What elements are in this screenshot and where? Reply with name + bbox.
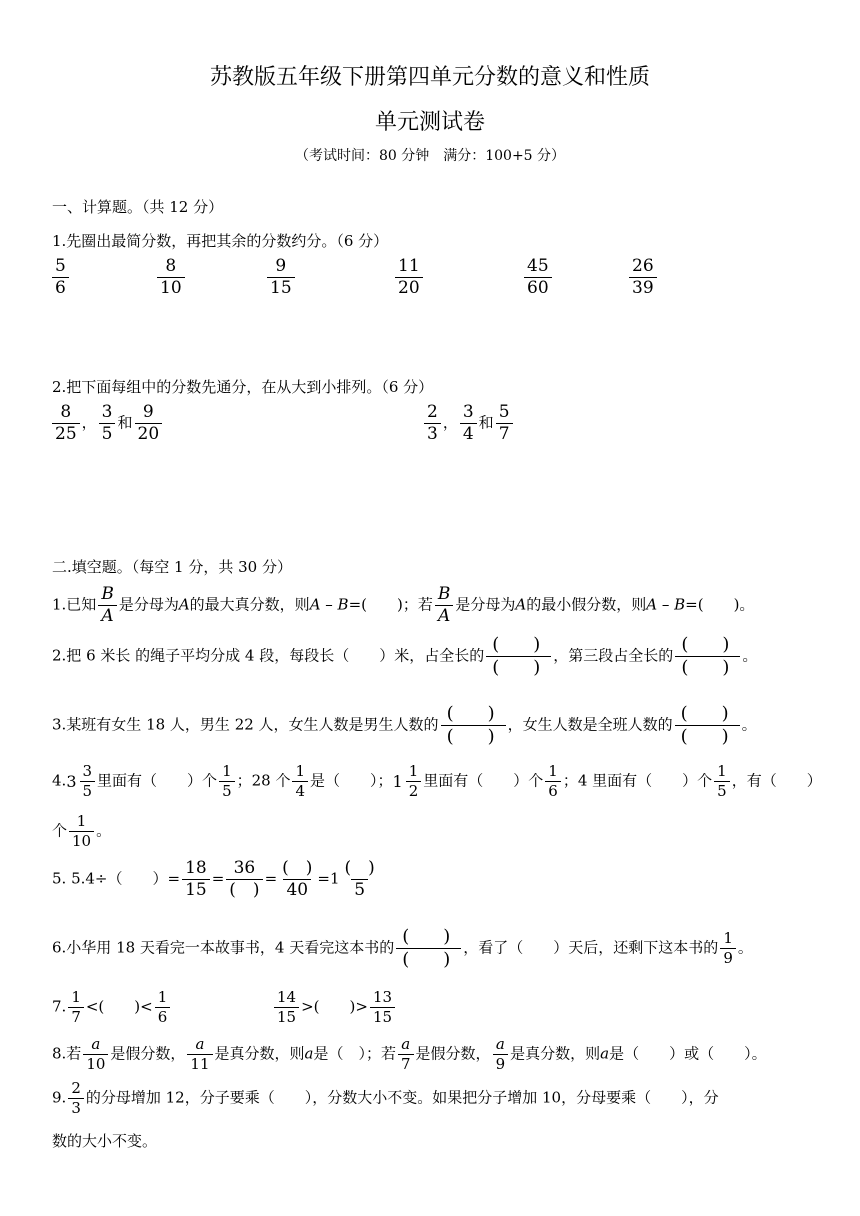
- s2-q2: 2.把 6 米长 的绳子平均分成 4 段，每段长（ ）米，占全长的 $\frac{( )}{( )}$ ，第三段占全长的 $\frac{( )}{( )}$ 。: [52, 634, 758, 678]
- s1-q1-frac-1: $\frac{5}{6}$: [50, 258, 71, 297]
- s2-q4-line1: 4. 3 $\frac{3}{5}$ 里面有（ ）个 $\frac{1}{5}$ ；28 个 $\frac{1}{4}$ 是（ ）； 1 $\frac{1}{2}$ 里面有（ ）个 $\frac{1}{6}$ ；4 里面有（ ）个 $\frac{1}{5}$ ，有（ ）: [52, 762, 822, 800]
- s1-q1-frac-2: $\frac{8}{10}$: [155, 258, 187, 297]
- s1-q2-group2: $\frac{2}{3}$ ， $\frac{3}{4}$ 和 $\frac{5}{7}$: [422, 404, 515, 443]
- s2-q8: 8.若 $\frac{a}{10}$ 是假分数， $\frac{a}{11}$ 是真分数，则a是（ ）；若 $\frac{a}{7}$ 是假分数， $\frac{a}{9}$ 是真分数，则a是（ ）或（ ）。: [52, 1035, 767, 1073]
- s1-q1-frac-6: $\frac{26}{39}$: [627, 258, 659, 297]
- s2-q7-part1: 7. $\frac{1}{7}$ <( )< $\frac{1}{6}$: [52, 990, 172, 1025]
- exam-info: （考试时间：80 分钟 满分：100+5 分）: [294, 148, 566, 164]
- s2-q1: 1.已知 $\frac{B}{A}$ 是分母为A的最大真分数，则A – B=( )；若 $\frac{B}{A}$ 是分母为A的最小假分数，则A – B=( )。: [52, 584, 755, 626]
- section2-heading: 二.填空题。（每空 1 分，共 30 分）: [52, 558, 292, 576]
- s1-q1-frac-3: $\frac{9}{15}$: [265, 258, 297, 297]
- page-title: 苏教版五年级下册第四单元分数的意义和性质: [209, 65, 650, 90]
- s2-q3: 3.某班有女生 18 人，男生 22 人，女生人数是男生人数的 $\frac{( )}{( )}$ ，女生人数是全班人数的 $\frac{( )}{( )}$ 。: [52, 703, 757, 747]
- s2-q7-part2: $\frac{14}{15}$ >( )> $\frac{13}{15}$: [272, 990, 397, 1025]
- s1-q2-group1: $\frac{8}{25}$ ， $\frac{3}{5}$ 和 $\frac{9}{20}$: [50, 404, 164, 443]
- s2-q9-line1: 9. $\frac{2}{3}$ 的分母增加 12，分子要乘（ ），分数大小不变。如果把分子增加 10，分母要乘（ ），分: [52, 1079, 719, 1117]
- s1-q1-text: 1.先圈出最简分数，再把其余的分数约分。（6 分）: [52, 232, 389, 250]
- s2-q5: 5. 5.4÷（ ）= $\frac{18}{15}$ = $\frac{36}{( )}$ = $\frac{( )}{40}$ =1 $\frac{( )}{5}$: [52, 858, 375, 900]
- s1-q2-text: 2.把下面每组中的分数先通分，在从大到小排列。（6 分）: [52, 378, 434, 396]
- page-subtitle-line2: 单元测试卷: [374, 110, 485, 135]
- s1-q1-frac-4: $\frac{11}{20}$: [393, 258, 425, 297]
- s2-q9-line2: 数的大小不变。: [52, 1132, 158, 1150]
- s1-q1-frac-5: $\frac{45}{60}$: [522, 258, 554, 297]
- s2-q4-line2: 个 $\frac{1}{10}$ 。: [52, 812, 112, 850]
- section1-heading: 一、计算题。（共 12 分）: [52, 198, 224, 216]
- s2-q6: 6.小华用 18 天看完一本故事书，4 天看完这本书的 $\frac{( )}{( )}$ ，看了（ ）天后，还剩下这本书的 $\frac{1}{9}$ 。: [52, 926, 753, 970]
